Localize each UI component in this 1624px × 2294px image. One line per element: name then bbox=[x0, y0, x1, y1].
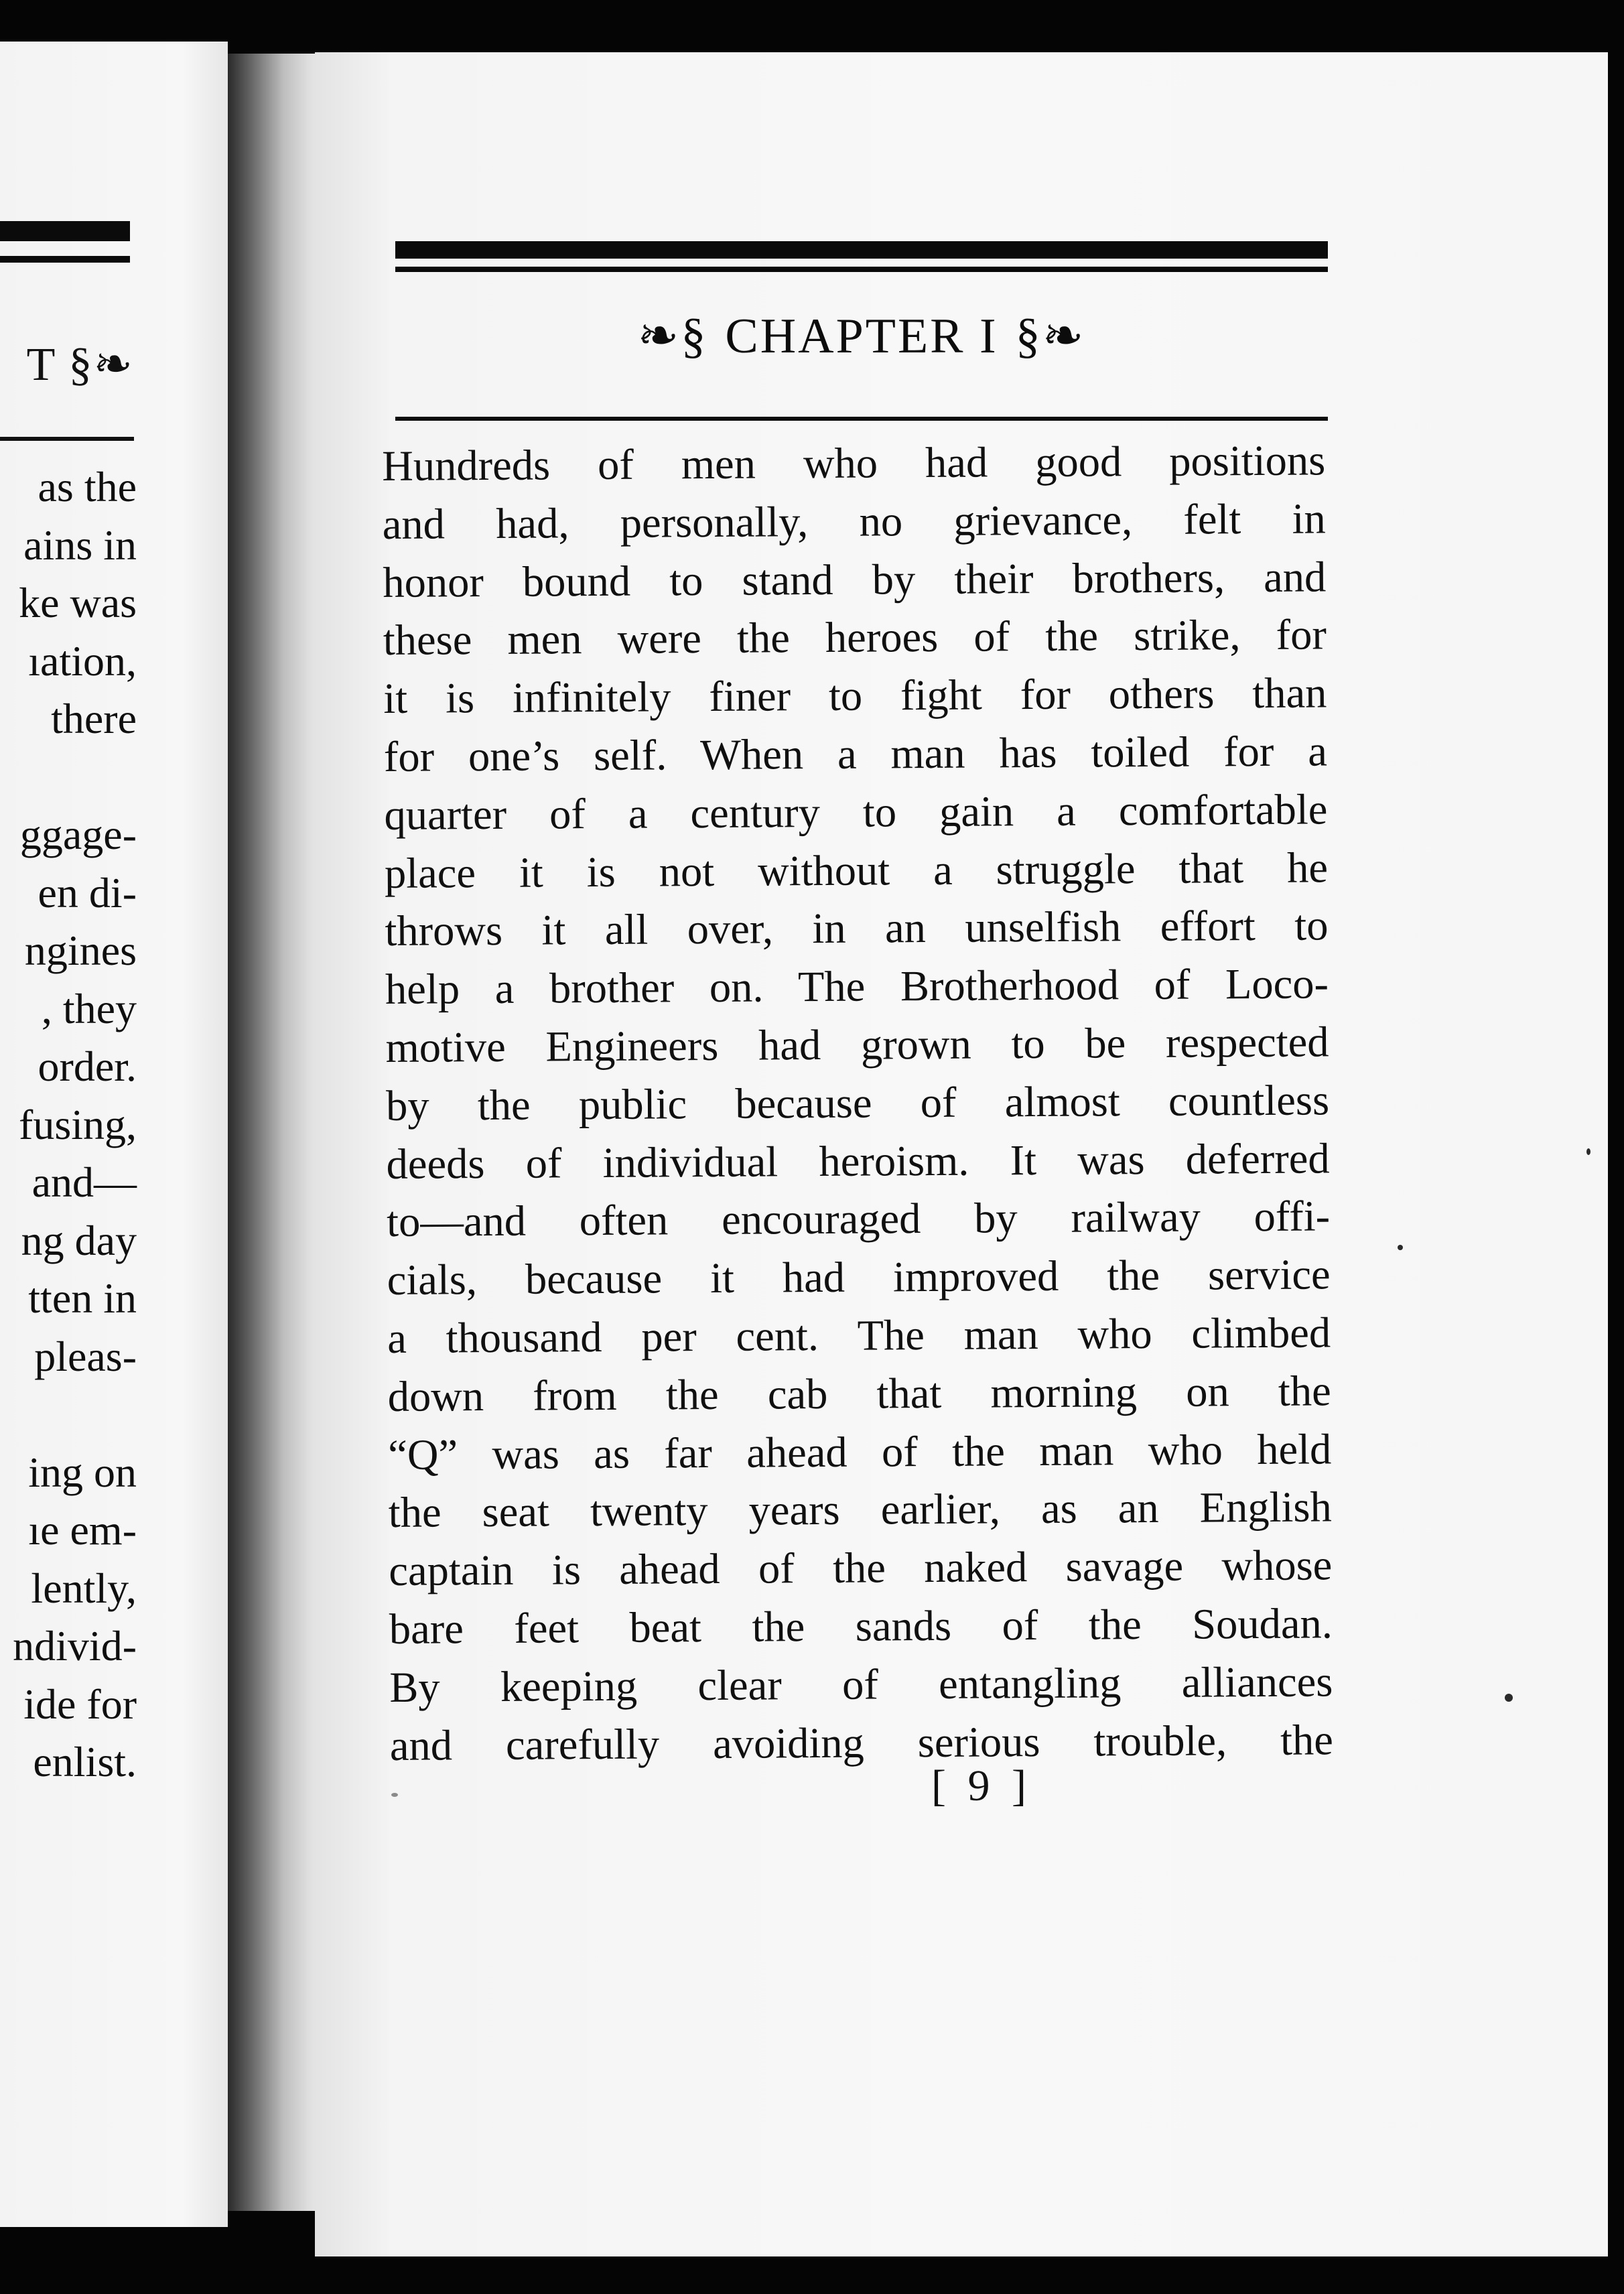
heading-underline-rule bbox=[395, 417, 1328, 421]
top-rule-thin bbox=[395, 267, 1328, 272]
page-number: [ 9 ] bbox=[931, 1761, 1032, 1810]
fleuron-left-icon: ❧§ bbox=[637, 309, 708, 364]
previous-page-line: as the bbox=[38, 463, 137, 511]
previous-page-line: ide for bbox=[23, 1680, 137, 1728]
scan-speck bbox=[1586, 1148, 1591, 1155]
body-line: motive Engineers had grown to be respected bbox=[385, 1018, 1329, 1071]
body-line: captain is ahead of the naked savage whose bbox=[389, 1541, 1333, 1595]
body-line: help a brother on. The Brotherhood of Loco- bbox=[385, 959, 1329, 1014]
previous-page-line: ke was bbox=[19, 579, 137, 626]
body-line: honor bound to stand by their brothers, and bbox=[383, 552, 1327, 606]
body-line: quarter of a century to gain a comfortable bbox=[384, 785, 1328, 839]
chapter-heading bbox=[395, 307, 1328, 365]
body-line: bare feet beat the sands of the Soudan. bbox=[389, 1599, 1333, 1653]
previous-page bbox=[0, 42, 228, 2227]
body-line: deeds of individual heroism. It was deferred bbox=[386, 1134, 1330, 1188]
body-line: down from the cab that morning on the bbox=[387, 1367, 1331, 1420]
previous-page-line: , they bbox=[41, 984, 137, 1032]
previous-page-top-rule-thick bbox=[0, 221, 130, 241]
previous-page-line: ıation, bbox=[28, 636, 137, 685]
body-line: by the public because of almost countless bbox=[385, 1076, 1330, 1130]
body-line: By keeping clear of entangling alliances bbox=[389, 1658, 1333, 1711]
previous-page-line: pleas- bbox=[34, 1332, 137, 1380]
body-line: a thousand per cent. The man who climbed bbox=[387, 1308, 1331, 1362]
previous-page-line: ndivid- bbox=[13, 1622, 137, 1670]
scan-speck bbox=[1398, 1245, 1403, 1250]
body-line: to—and often encouraged by railway offi- bbox=[386, 1192, 1331, 1246]
previous-page-line: ıe em- bbox=[28, 1506, 137, 1554]
previous-page-text-fragments bbox=[0, 458, 137, 1792]
previous-page-heading-rule bbox=[0, 437, 134, 441]
previous-page-line: ains in bbox=[23, 521, 137, 569]
body-line: cials, because it had improved the service bbox=[387, 1250, 1331, 1304]
body-line: throws it all over, in an unselfish effort to bbox=[385, 901, 1329, 955]
previous-page-line: there bbox=[51, 695, 137, 742]
body-line: and had, personally, no grievance, felt in bbox=[382, 494, 1326, 548]
previous-page-line: tten in bbox=[28, 1274, 137, 1322]
body-line: it is infinitely finer to fight for others than bbox=[383, 669, 1327, 723]
previous-page-line: ng day bbox=[21, 1216, 137, 1264]
body-line: and carefully avoiding serious trouble, the bbox=[389, 1715, 1334, 1769]
scan-speck bbox=[391, 1793, 398, 1797]
previous-page-line: order. bbox=[38, 1042, 137, 1090]
body-line: “Q” was as far ahead of the man who held bbox=[388, 1424, 1332, 1479]
current-page bbox=[315, 52, 1608, 2256]
body-line: the seat twenty years earlier, as an English bbox=[388, 1483, 1332, 1537]
previous-page-line: lently, bbox=[31, 1564, 137, 1612]
body-line: for one’s self. When a man has toiled for a bbox=[383, 727, 1328, 781]
chapter-title: CHAPTER I bbox=[725, 309, 998, 364]
fleuron-right-icon: §❧ bbox=[1015, 309, 1086, 364]
previous-page-line: enlist. bbox=[33, 1738, 137, 1785]
previous-page-line: ing on bbox=[28, 1448, 137, 1496]
body-line: Hundreds of men who had good positions bbox=[382, 436, 1326, 490]
body-line: place it is not without a struggle that he bbox=[384, 843, 1329, 897]
previous-page-heading-text: T bbox=[26, 339, 57, 391]
previous-page-line: en di- bbox=[38, 868, 137, 917]
body-line: these men were the heroes of the strike, for bbox=[383, 610, 1327, 665]
chapter-body-text bbox=[382, 431, 1333, 1775]
top-rule-thick bbox=[395, 241, 1328, 259]
previous-page-top-rule-thin bbox=[0, 256, 130, 263]
fleuron-ornament-icon: §❧ bbox=[68, 339, 134, 391]
previous-page-line: ggage- bbox=[19, 811, 137, 858]
book-gutter-shadow bbox=[228, 54, 328, 2211]
previous-page-line bbox=[0, 748, 137, 807]
previous-page-line: ngines bbox=[24, 927, 137, 974]
previous-page-heading bbox=[27, 336, 134, 392]
previous-page-line: fusing, bbox=[19, 1100, 137, 1148]
previous-page-line: and— bbox=[31, 1158, 137, 1206]
previous-page-line bbox=[0, 1386, 137, 1444]
scan-speck bbox=[1505, 1694, 1513, 1702]
